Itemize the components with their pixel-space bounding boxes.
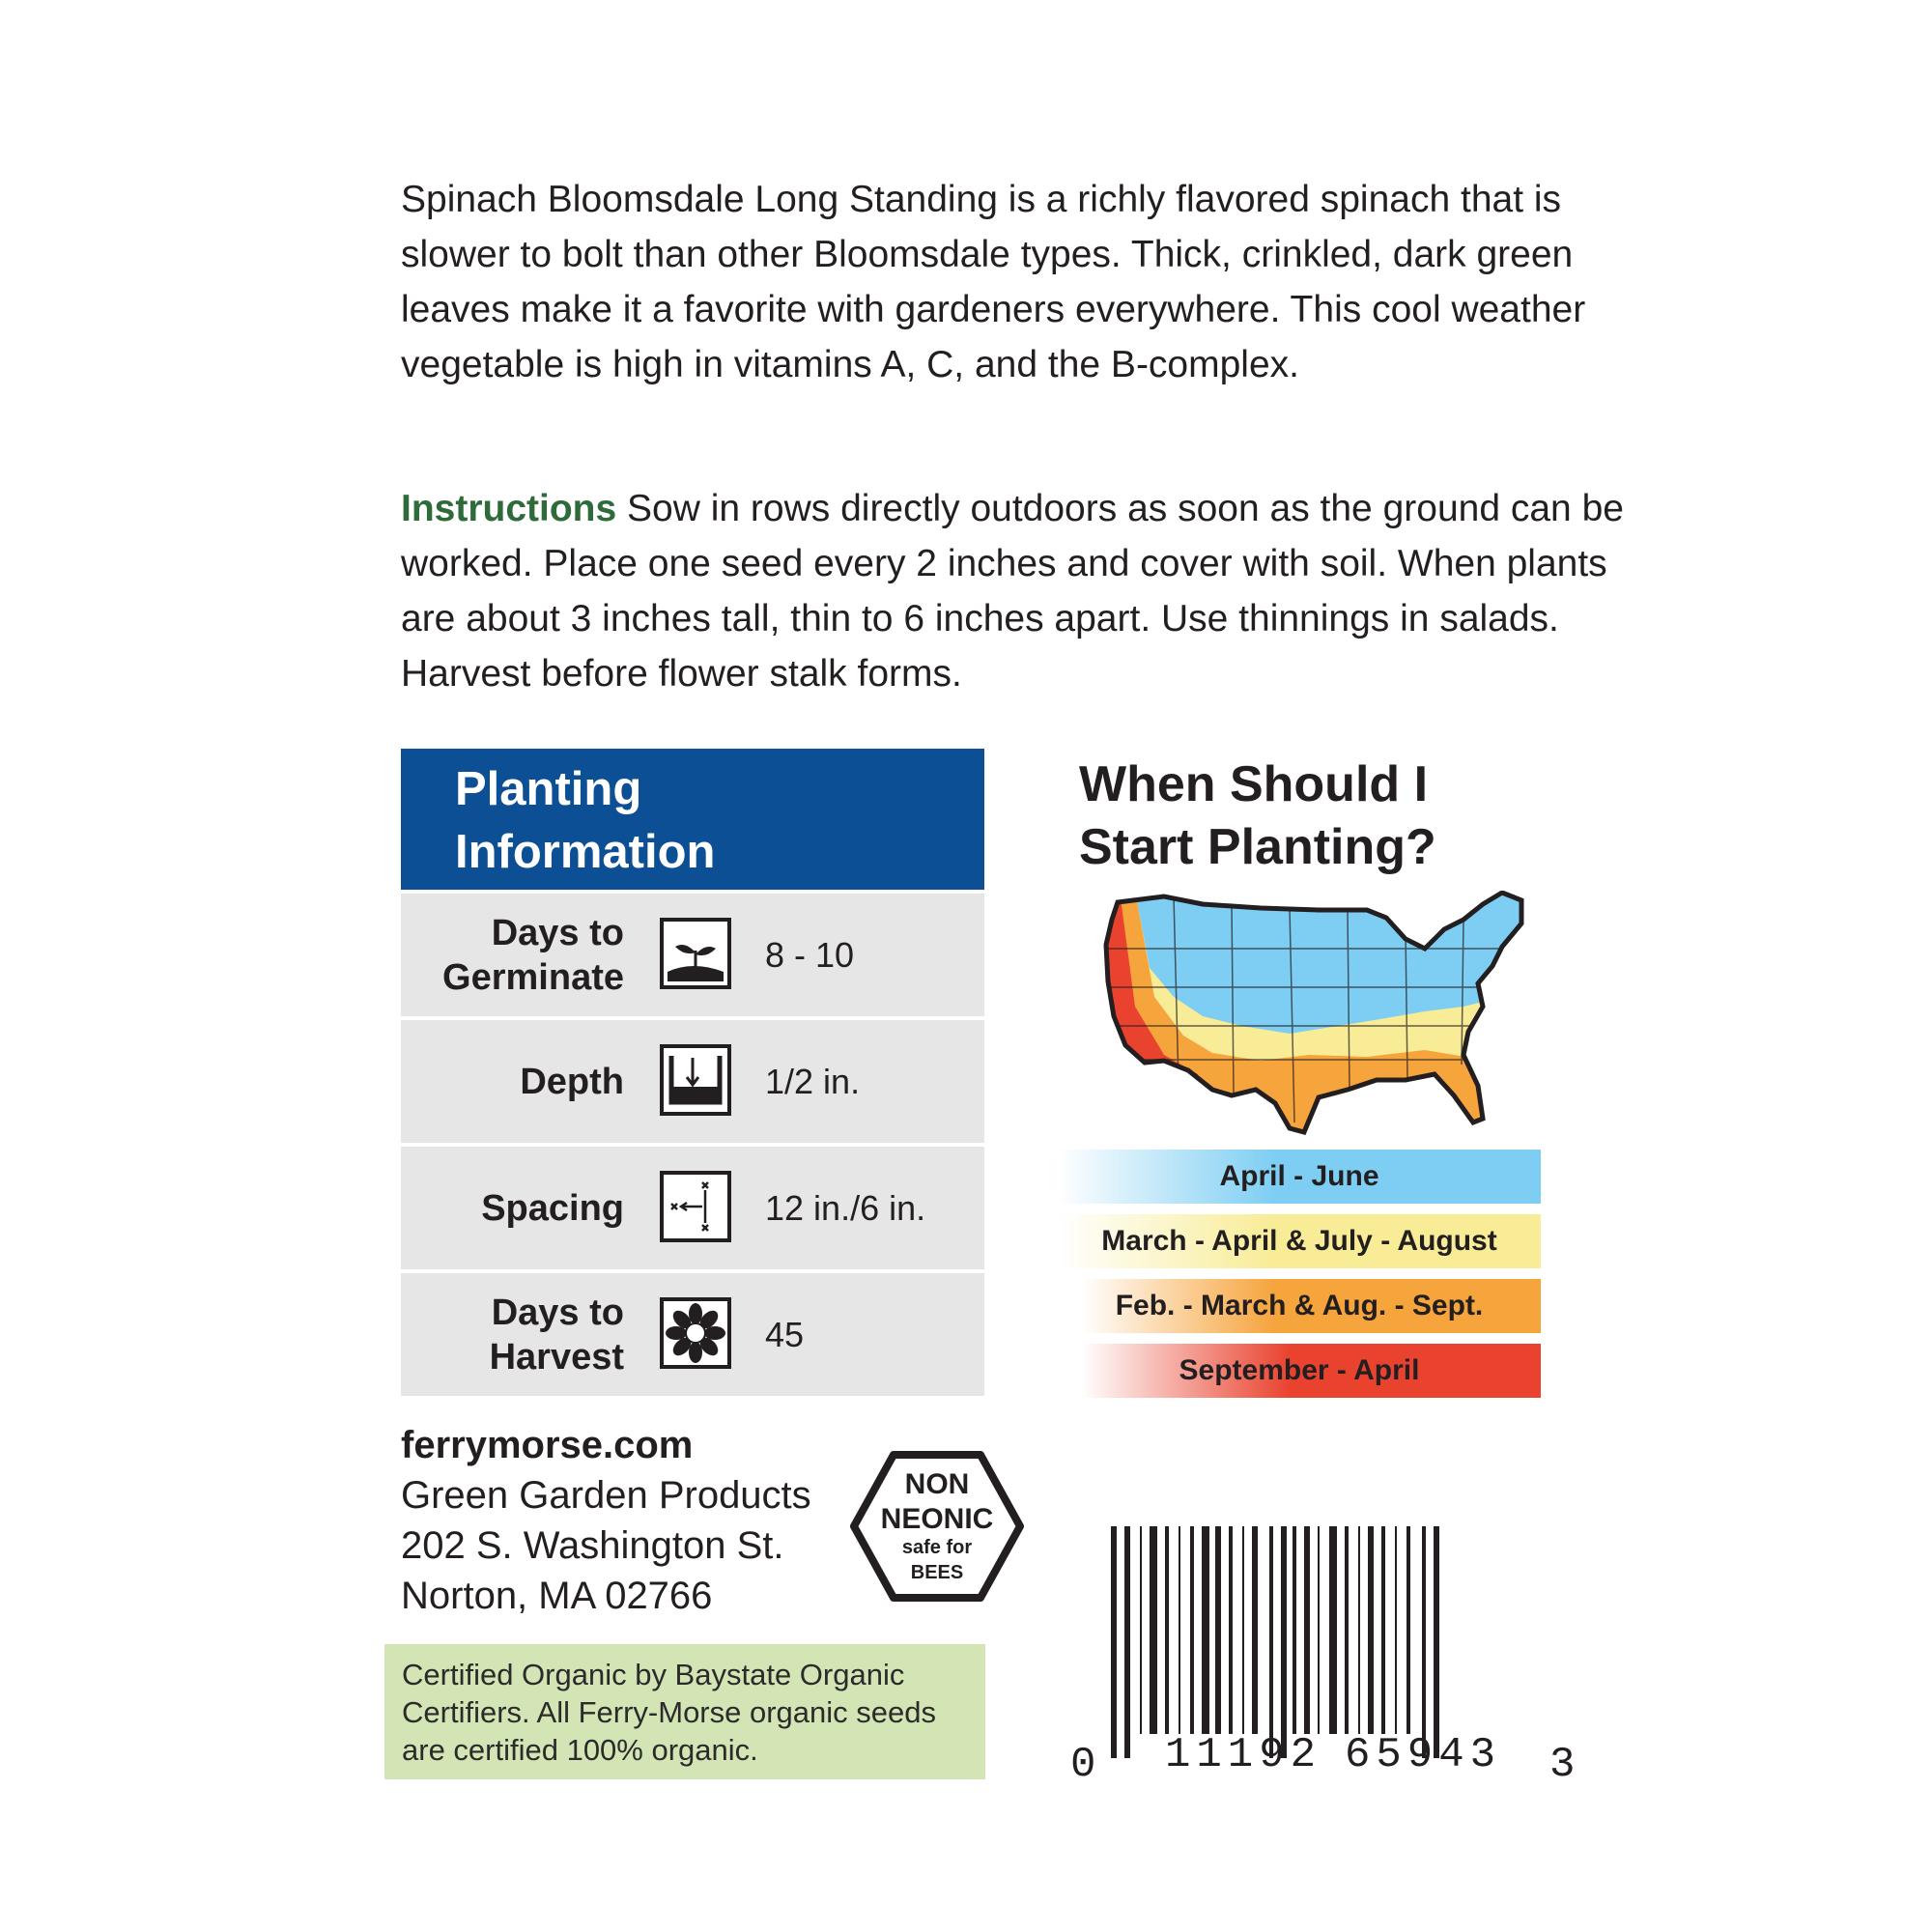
instructions-label: Instructions	[401, 488, 617, 529]
zone-april-june: April - June	[1058, 1150, 1541, 1204]
when-title-line1: When Should I	[1079, 756, 1429, 812]
zone-feb-march-aug-sept: Feb. - March & Aug. - Sept.	[1058, 1279, 1541, 1333]
barcode-bar	[1304, 1526, 1310, 1734]
non-neonic-badge	[850, 1449, 1024, 1604]
barcode-bar	[1395, 1526, 1397, 1734]
organic-certification-note: Certified Organic by Baystate Organic Certifiers. All Ferry-Morse organic seeds are certified 100% organic.	[384, 1644, 985, 1779]
row-value: 12 in./6 in.	[765, 1187, 926, 1228]
product-description: Spinach Bloomsdale Long Standing is a richly flavored spinach that is slower to bolt than other Bloomsdale types. Thick, crinkled, dark green leaves make it a favorite with gardeners everywhere. This cool weather vegetable is high in vitamins A, C, and the B-complex.	[401, 179, 1586, 385]
planting-information-table	[401, 749, 984, 1396]
upc-barcode	[1070, 1526, 1576, 1789]
row-label: Depth	[520, 1061, 624, 1102]
planting-row-spacing	[401, 1147, 984, 1269]
company-info	[401, 1420, 811, 1621]
barcode-bar	[1269, 1526, 1273, 1758]
barcode-first-digit: 0	[1070, 1741, 1096, 1789]
barcode-bar	[1179, 1526, 1180, 1734]
seedling-icon	[660, 918, 731, 989]
depth-icon	[660, 1044, 731, 1116]
planting-row-harvest	[401, 1273, 984, 1396]
row-label: Spacing	[481, 1187, 624, 1229]
badge-line4: BEES	[910, 1562, 964, 1583]
barcode-bar	[1150, 1526, 1157, 1734]
barcode-bar	[1111, 1526, 1117, 1758]
barcode-bar	[1318, 1526, 1320, 1734]
zone-march-april-july-august: March - April & July - August	[1058, 1214, 1541, 1268]
row-value: 45	[765, 1314, 805, 1354]
company-street: 202 S. Washington St.	[401, 1524, 784, 1567]
when-title-line2: Start Planting?	[1079, 819, 1436, 875]
barcode-bar	[1229, 1526, 1233, 1734]
barcode-bar	[1281, 1526, 1287, 1758]
barcode-bar	[1368, 1526, 1374, 1734]
barcode-last-digit: 3	[1549, 1741, 1576, 1789]
planting-header-line1: Planting	[455, 763, 642, 815]
instructions-text: Sow in rows directly outdoors as soon as the ground can be worked. Place one seed every 2 inches and cover with soil. When plants are about 3 inches tall, thin to 6 inches apart. Use thinnings in salads. Harvest before flower stalk forms.	[401, 488, 1624, 695]
barcode-bar	[1329, 1526, 1337, 1734]
planting-row-germinate	[401, 894, 984, 1016]
barcode-bar	[1434, 1526, 1439, 1758]
barcode-bar	[1406, 1526, 1410, 1734]
barcode-bar	[1293, 1526, 1296, 1734]
planting-information-header	[401, 749, 984, 890]
planting-row-depth	[401, 1020, 984, 1143]
zone-september-april: September - April	[1058, 1344, 1541, 1398]
barcode-bar	[1422, 1526, 1426, 1758]
barcode-bar	[1165, 1526, 1169, 1734]
barcode-bar	[1202, 1526, 1209, 1734]
instructions-paragraph	[401, 481, 1628, 701]
row-value: 1/2 in.	[765, 1061, 861, 1101]
barcode-bar	[1190, 1526, 1194, 1734]
row-label: Days to Germinate	[442, 912, 624, 998]
barcode-bar	[1358, 1526, 1360, 1734]
barcode-bar	[1381, 1526, 1385, 1734]
barcode-right-group: 65943	[1345, 1731, 1502, 1779]
company-name: Green Garden Products	[401, 1474, 811, 1517]
row-label: Days to Harvest	[489, 1292, 624, 1378]
flower-icon	[660, 1297, 731, 1369]
barcode-bar	[1215, 1526, 1221, 1734]
spacing-icon	[660, 1171, 731, 1242]
row-value: 8 - 10	[765, 934, 855, 975]
barcode-bar	[1252, 1526, 1258, 1734]
barcode-bar	[1140, 1526, 1142, 1734]
badge-line1: NON	[904, 1468, 970, 1500]
planting-header-line2: Information	[455, 826, 716, 878]
when-to-plant-title	[1079, 753, 1562, 879]
us-planting-zone-map	[1096, 891, 1541, 1142]
barcode-left-group: 11192	[1165, 1731, 1322, 1779]
barcode-bar	[1124, 1526, 1130, 1758]
company-city: Norton, MA 02766	[401, 1575, 713, 1617]
badge-line3: safe for	[901, 1537, 973, 1558]
barcode-bar	[1345, 1526, 1349, 1734]
company-website[interactable]: ferrymorse.com	[401, 1424, 694, 1466]
badge-line2: NEONIC	[880, 1503, 994, 1535]
barcode-bar	[1242, 1526, 1244, 1734]
